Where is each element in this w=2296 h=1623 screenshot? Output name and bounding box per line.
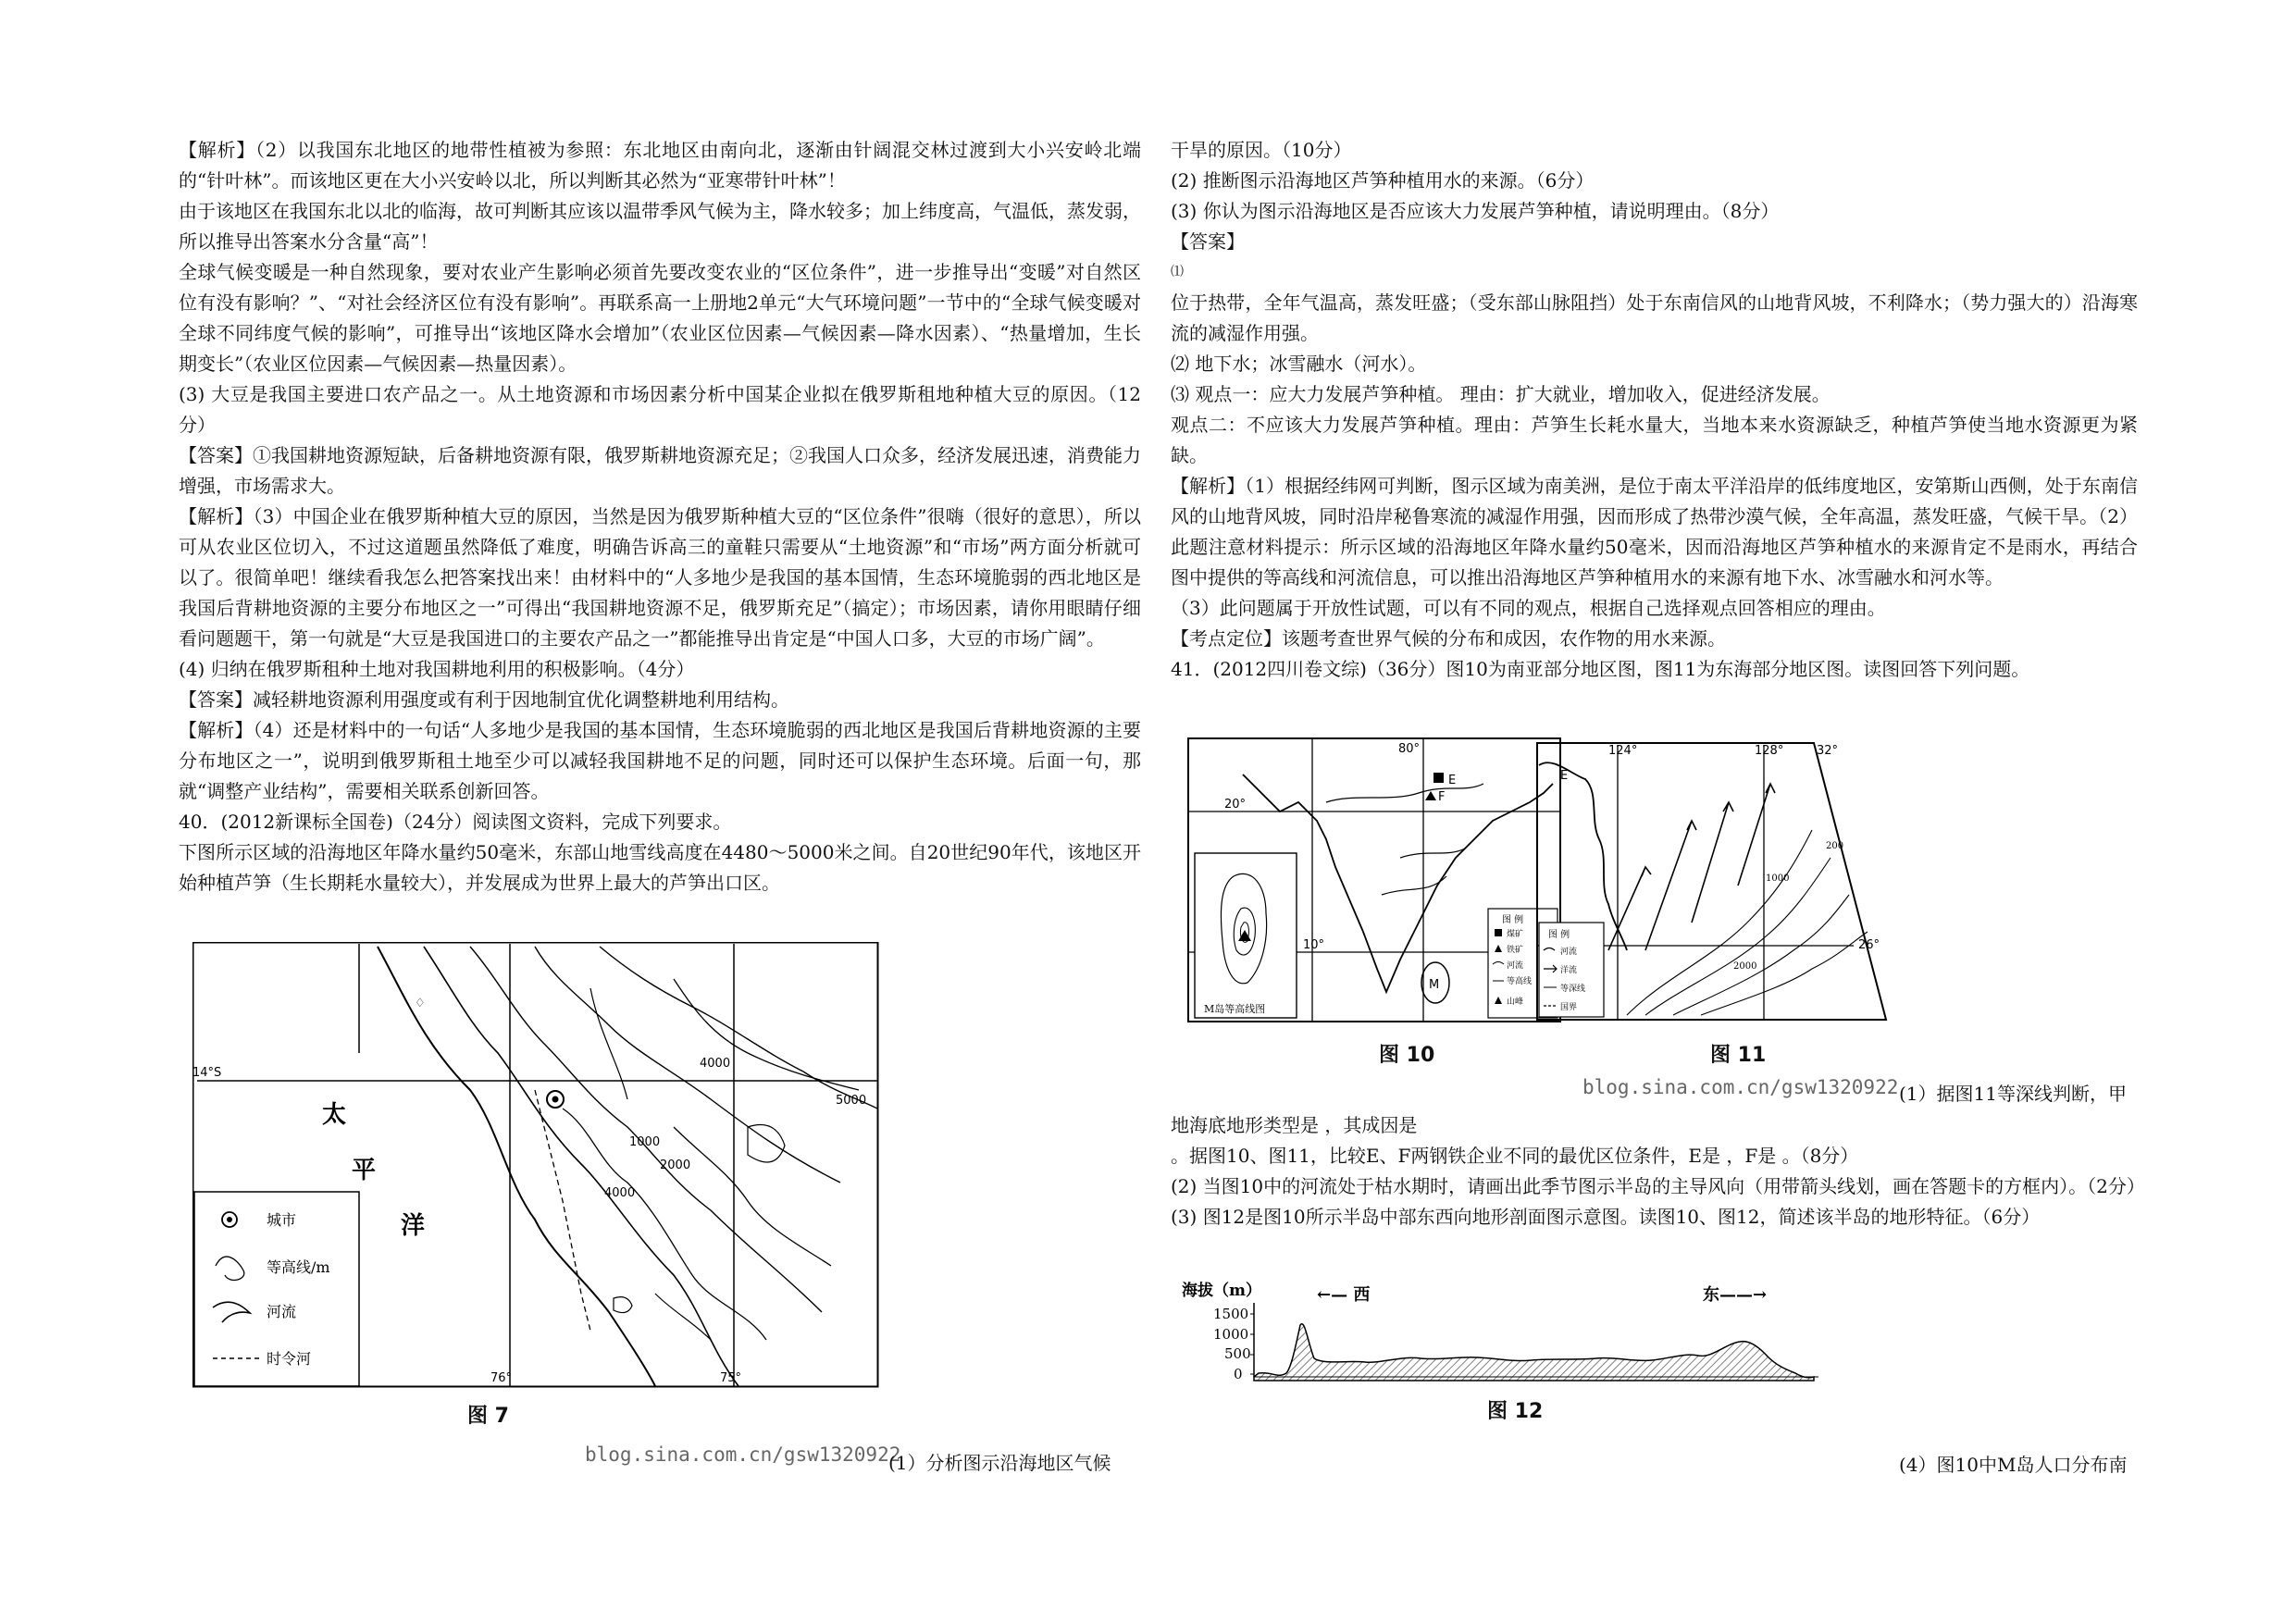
legend-label: 等高线/m bbox=[267, 1258, 330, 1276]
direction-east: 东——→ bbox=[1703, 1285, 1768, 1305]
answer: 观点二：不应该大力发展芦笋种植。理由：芦笋生长耗水量大，当地本来水资源缺乏，种植芦笋使当地水资源更为紧缺。 bbox=[1171, 414, 2138, 466]
legend-label: 煤矿 bbox=[1507, 930, 1524, 939]
watermark: blog.sina.com.cn/gsw1320922 bbox=[585, 1443, 901, 1466]
question-text: 。据图10、图11，比较E、F两钢铁企业不同的最优区位条件，E是 ，F是 。（8分） bbox=[1171, 1145, 1859, 1167]
right-column-lower bbox=[1171, 1110, 2145, 1233]
question-material: 下图所示区域的沿海地区年降水量约50毫米，东部山地雪线高度在4480～5000米之间。自20世纪90年代，该地区开始种植芦笋（生长期耗水量较大），并发展成为世界上最大的芦笋出口区。 bbox=[179, 841, 1141, 894]
analysis: 【解析】（1）根据经纬网可判断，图示区域为南美洲，是位于南太平洋沿岸的低纬度地区，安第斯山西侧，处于东南信风的山地背风坡，同时沿岸秘鲁寒流的减湿作用强，因而形成了热带沙漠气候，全年高温，蒸发旺盛，气候干旱。（2）此题注意材料提示：所示区域的沿海地区年降水量约50毫米，因而沿海地区芦笋种植水的来源肯定不是雨水，再结合图中提供的等高线和河流信息，可以推出沿海地区芦笋种植用水的来源有地下水、冰雪融水和河水等。 bbox=[1171, 475, 2138, 588]
legend-title: 图 例 bbox=[1502, 915, 1524, 925]
key-point: 【考点定位】该题考查世界气候的分布和成因，农作物的用水来源。 bbox=[1171, 627, 1726, 650]
map-label: F bbox=[1438, 790, 1446, 804]
question: (2) 当图10中的河流处于枯水期时，请画出此季节图示半岛的主导风向（用带箭头线划，画在答题卡的方框内）。（2分） bbox=[1171, 1175, 2145, 1197]
contour-label: 4000 bbox=[604, 1186, 636, 1200]
y-axis-label: 海拔（m） bbox=[1182, 1282, 1261, 1300]
question-text: (4）图10中M岛人口分布南 bbox=[1899, 1454, 2128, 1476]
figure-12-profile bbox=[1180, 1277, 1893, 1397]
question: (4) 归纳在俄罗斯租种土地对我国耕地利用的积极影响。（4分） bbox=[179, 658, 695, 680]
answer-marker: ⑴ bbox=[1171, 265, 1184, 279]
paragraph: 由于该地区在我国东北以北的临海，故可判断其应该以温带季风气候为主，降水较多；加上纬度高，气温低，蒸发弱，所以推导出答案水分含量“高”！ bbox=[179, 200, 1141, 253]
ocean-label: 平 bbox=[352, 1157, 377, 1184]
answer: ⑶ 观点一：应大力发展芦笋种植。 理由：扩大就业，增加收入，促进经济发展。 bbox=[1171, 383, 1831, 405]
legend-label: 铁矿 bbox=[1507, 946, 1524, 955]
lat-label: 32° bbox=[1817, 744, 1839, 758]
legend-label: 城市 bbox=[267, 1211, 297, 1229]
inset-title: M岛等高线图 bbox=[1204, 1003, 1266, 1015]
direction-west: ←— 西 bbox=[1317, 1285, 1371, 1305]
depth-label: 2000 bbox=[1733, 961, 1757, 972]
y-tick: 1500 bbox=[1213, 1306, 1249, 1322]
figure-10-caption: 图 10 bbox=[1379, 1044, 1435, 1067]
contour-label: 5000 bbox=[836, 1094, 867, 1108]
right-column bbox=[1171, 135, 2138, 685]
terrain-profile bbox=[1254, 1324, 1814, 1381]
question-text: (1）据图11等深线判断，甲 bbox=[1899, 1083, 2127, 1105]
lon-label: 75° bbox=[720, 1371, 742, 1385]
coal-mine-marker bbox=[1433, 773, 1444, 783]
answer: 【答案】减轻耕地资源利用强度或有利于因地制宜优化调整耕地利用结构。 bbox=[179, 688, 789, 711]
legend-label: 河流 bbox=[1507, 961, 1524, 971]
figure-11-map bbox=[1534, 737, 1905, 1026]
lat-label: 10° bbox=[1303, 938, 1325, 952]
answer: 【答案】①我国耕地资源短缺，后备耕地资源有限，俄罗斯耕地资源充足；②我国人口众多，经济发展迅速，消费能力增强，市场需求大。 bbox=[179, 444, 1141, 497]
question: (3) 大豆是我国主要进口农产品之一。从土地资源和市场因素分析中国某企业拟在俄罗斯租地种植大豆的原因。（12分） bbox=[179, 383, 1141, 436]
lon-label: 124° bbox=[1608, 744, 1638, 758]
contour-label: 1000 bbox=[629, 1135, 661, 1149]
legend-label: 等高线 bbox=[1507, 977, 1533, 986]
legend-label: 时令河 bbox=[267, 1350, 312, 1368]
paragraph: 全球气候变暖是一种自然现象，要对农业产生影响必须首先要改变农业的“区位条件”，进一步推导出“变暖”对自然区位有没有影响？”、“对社会经济区位有没有影响”。再联系高一上册地2单元“大气环境问题”一节中的“全球气候变暖对全球不同纬度气候的影响”，可推导出“该地区降水会增加”（农业区位因素—气候因素—降水因素）、“热量增加，生长期变长”（农业区位因素—气候因素—热量因素）。 bbox=[179, 261, 1141, 375]
question-header: 40．(2012新课标全国卷)（24分）阅读图文资料，完成下列要求。 bbox=[179, 811, 732, 833]
legend-label: 等深线 bbox=[1560, 985, 1586, 994]
map-label: M bbox=[1429, 978, 1440, 992]
legend-label: 河流 bbox=[267, 1303, 297, 1320]
legend-title: 图 例 bbox=[1548, 930, 1570, 940]
question-header: 41．(2012四川卷文综)（36分）图10为南亚部分地区图，图11为东海部分地区图。读图回答下列问题。 bbox=[1171, 658, 2030, 680]
analysis: 【解析】（3）中国企业在俄罗斯种植大豆的原因，当然是因为俄罗斯种植大豆的“区位条件”很嗨（很好的意思），所以可从农业区位切入，不过这道题虽然降低了难度，明确告诉高三的童鞋只需要从“土地资源”和“市场”两方面分析就可以了。很简单吧！继续看我怎么把答案找出来！由材料中的“人多地少是我国的基本国情，生态环境脆弱的西北地区是我国后背耕地资源的主要分布地区之一”可得出“我国耕地资源不足，俄罗斯充足”（搞定）；市场因素，请你用眼睛仔细看问题题干，第一句就是“大豆是我国进口的主要农产品之一”都能推导出肯定是“中国人口多，大豆的市场广阔”。 bbox=[179, 505, 1141, 650]
figure-11-caption: 图 11 bbox=[1710, 1044, 1767, 1067]
lat-label: 14°S bbox=[192, 1066, 222, 1080]
answer-header: 【答案】 bbox=[1171, 230, 1245, 253]
figure-10-map bbox=[1187, 737, 1567, 1026]
question-text: 地海底地形类型是 ，其成因是 bbox=[1171, 1114, 1418, 1136]
map-label: E bbox=[1560, 769, 1569, 783]
question-text: (1）分析图示沿海地区气候 bbox=[888, 1452, 1111, 1474]
lon-label: 80° bbox=[1398, 742, 1421, 756]
figure-12-caption: 图 12 bbox=[1487, 1400, 1544, 1423]
left-column bbox=[179, 135, 1141, 898]
svg-text:♢: ♢ bbox=[415, 997, 426, 1010]
lon-label: 128° bbox=[1755, 744, 1784, 758]
legend-label: 国界 bbox=[1560, 1003, 1578, 1012]
analysis: 【解析】（4）还是材料中的一句话“人多地少是我国的基本国情，生态环境脆弱的西北地区是我国后背耕地资源的主要分布地区之一”，说明到俄罗斯租土地至少可以减轻我国耕地不足的问题，同时还可以保护生态环境。后面一句，那就“调整产业结构”，需要相关联系创新回答。 bbox=[179, 719, 1141, 802]
legend-label: 山峰 bbox=[1507, 997, 1524, 1007]
ocean-label: 洋 bbox=[401, 1212, 426, 1240]
question: (3) 你认为图示沿海地区是否应该大力发展芦笋种植，请说明理由。（8分） bbox=[1171, 200, 1780, 222]
lon-label: 76° bbox=[490, 1371, 513, 1385]
depth-label: 1000 bbox=[1766, 873, 1790, 884]
contour-label: 2000 bbox=[660, 1158, 691, 1172]
question: (2) 推断图示沿海地区芦笋种植用水的来源。（6分） bbox=[1171, 169, 1595, 192]
watermark: blog.sina.com.cn/gsw1320922 bbox=[1582, 1076, 1899, 1098]
answer: ⑵ 地下水；冰雪融水（河水）。 bbox=[1171, 353, 1427, 375]
y-tick: 0 bbox=[1234, 1366, 1243, 1382]
depth-label: 200 bbox=[1826, 841, 1844, 851]
legend-label: 河流 bbox=[1560, 948, 1578, 957]
map-label: E bbox=[1448, 774, 1457, 787]
question: (3) 图12是图10所示半岛中部东西向地形剖面图示意图。读图10、图12，简述该半岛的地形特征。（6分） bbox=[1171, 1206, 2041, 1228]
legend-label: 洋流 bbox=[1560, 966, 1578, 975]
y-tick: 500 bbox=[1224, 1345, 1251, 1362]
analysis: （3）此问题属于开放性试题，可以有不同的观点，根据自己选择观点回答相应的理由。 bbox=[1171, 597, 1886, 619]
ocean-label: 太 bbox=[322, 1101, 347, 1129]
lat-label: 20° bbox=[1224, 798, 1247, 812]
figure-7-map bbox=[192, 942, 882, 1391]
lat-label: 26° bbox=[1858, 938, 1880, 952]
y-tick: 1000 bbox=[1213, 1326, 1249, 1343]
paragraph: 【解析】（2）以我国东北地区的地带性植被为参照：东北地区由南向北，逐渐由针阔混交林过渡到大小兴安岭北端的“针叶林”。而该地区更在大小兴安岭以北，所以判断其必然为“亚寒带针叶林”！ bbox=[179, 139, 1141, 192]
iron-mine-marker bbox=[1425, 791, 1436, 800]
paragraph: 干旱的原因。（10分） bbox=[1171, 139, 1352, 161]
contour-label: 4000 bbox=[700, 1057, 731, 1071]
answer: 位于热带，全年气温高，蒸发旺盛；（受东部山脉阻挡）处于东南信风的山地背风坡，不利降水；（势力强大的）沿海寒流的减湿作用强。 bbox=[1171, 291, 2138, 344]
figure-7-caption: 图 7 bbox=[467, 1405, 509, 1428]
